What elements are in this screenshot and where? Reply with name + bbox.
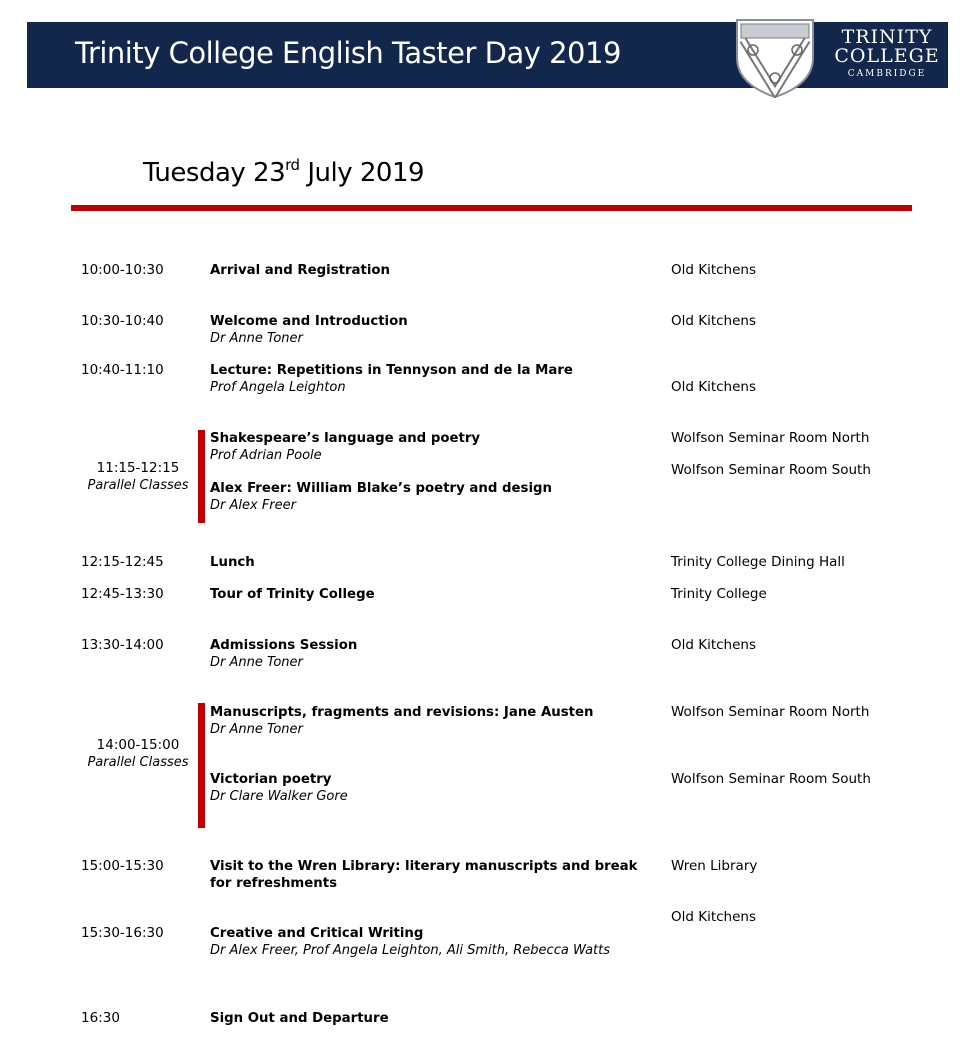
session-location: Old Kitchens: [671, 262, 757, 278]
session-speaker: Dr Anne Toner: [210, 722, 303, 737]
time-slot: 12:15-12:45: [81, 554, 164, 570]
session-speaker: Prof Angela Leighton: [210, 380, 346, 395]
session-location: Old Kitchens: [671, 909, 757, 925]
parallel-marker: [198, 703, 205, 828]
divider: [71, 205, 912, 211]
session-location: Wolfson Seminar Room North: [671, 430, 870, 446]
session-location: Wren Library: [671, 858, 758, 874]
wordmark-line: TRINITY: [841, 26, 933, 48]
wordmark-line: CAMBRIDGE: [847, 69, 927, 79]
session-title: Lecture: Repetitions in Tennyson and de la Mare: [210, 363, 573, 378]
session-location: Old Kitchens: [671, 313, 757, 329]
session-title: Visit to the Wren Library: literary manuscripts and break for refreshments: [210, 859, 638, 891]
time-slot: 13:30-14:00: [81, 637, 164, 653]
session-title: Manuscripts, fragments and revisions: Jane Austen: [210, 705, 594, 720]
session-location: Trinity College Dining Hall: [671, 554, 845, 570]
time-slot: 12:45-13:30: [81, 586, 164, 602]
event-date: Tuesday 23rd July 2019: [143, 156, 425, 188]
parallel-time-slot: 14:00-15:00 Parallel Classes: [87, 737, 189, 770]
session-title: Arrival and Registration: [210, 263, 391, 278]
time-slot: 10:40-11:10: [81, 362, 164, 378]
session-title: Alex Freer: William Blake’s poetry and design: [210, 481, 552, 496]
header-banner: [27, 22, 948, 88]
page-title: Trinity College English Taster Day 2019: [75, 36, 621, 70]
session-title: Admissions Session: [210, 638, 358, 653]
time-slot: 15:30-16:30: [81, 925, 164, 941]
session-location: Wolfson Seminar Room North: [671, 704, 870, 720]
session-title: Lunch: [210, 555, 255, 570]
parallel-marker: [198, 430, 205, 523]
session-speaker: Dr Anne Toner: [210, 655, 303, 670]
college-crest-icon: [733, 18, 817, 98]
session-title: Sign Out and Departure: [210, 1011, 389, 1026]
session-speaker: Dr Alex Freer, Prof Angela Leighton, Ali Smith, Rebecca Watts: [210, 943, 611, 958]
wordmark-line: COLLEGE: [834, 45, 940, 67]
time-slot: 10:00-10:30: [81, 262, 164, 278]
session-title: Welcome and Introduction: [210, 314, 408, 329]
session-speaker: Dr Alex Freer: [210, 498, 296, 513]
session-title: Creative and Critical Writing: [210, 926, 424, 941]
session-speaker: Prof Adrian Poole: [210, 448, 322, 463]
session-title: Victorian poetry: [210, 772, 332, 787]
time-slot: 16:30: [81, 1010, 120, 1026]
time-slot: 15:00-15:30: [81, 858, 164, 874]
session-location: Wolfson Seminar Room South: [671, 462, 871, 478]
session-location: Wolfson Seminar Room South: [671, 771, 871, 787]
session-location: Trinity College: [671, 586, 767, 602]
college-wordmark: [829, 28, 945, 79]
session-speaker: Dr Clare Walker Gore: [210, 789, 348, 804]
time-slot: 10:30-10:40: [81, 313, 164, 329]
session-title: Shakespeare’s language and poetry: [210, 431, 481, 446]
session-location: Old Kitchens: [671, 637, 757, 653]
parallel-time-slot: 11:15-12:15 Parallel Classes: [87, 460, 189, 493]
session-location: Old Kitchens: [671, 379, 757, 395]
session-title: Tour of Trinity College: [210, 587, 375, 602]
session-speaker: Dr Anne Toner: [210, 331, 303, 346]
